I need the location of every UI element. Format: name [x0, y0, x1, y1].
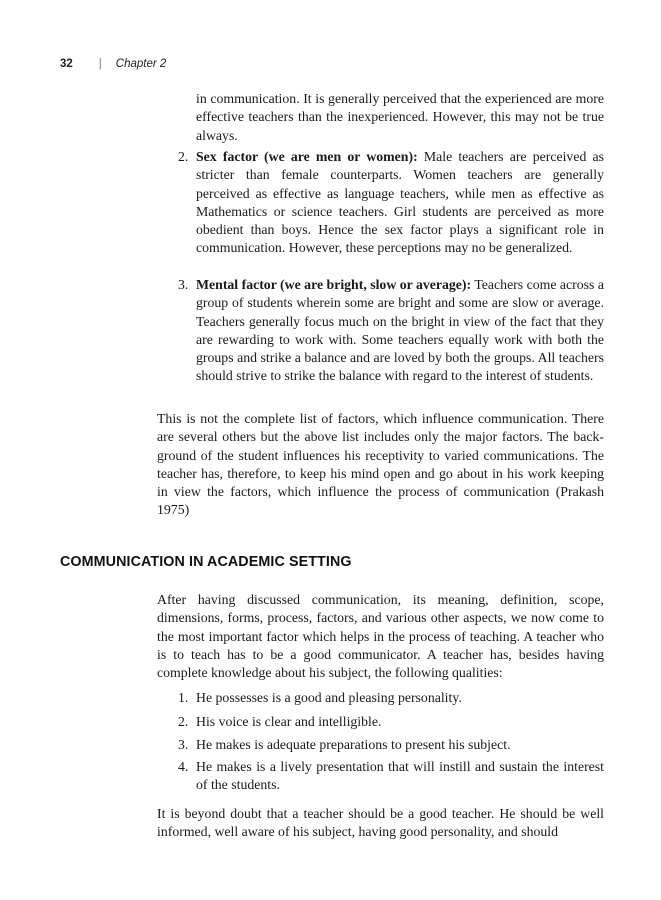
quality-text: He possesses is a good and pleasing personality. [196, 690, 462, 705]
quality-item [157, 689, 604, 707]
summary-paragraph: This is not the complete list of factors, which influence communication. There are several others but the above list includes only the major factors. The back-ground of the student influences his receptivity to varied communications. The teacher has, therefore, to keep his mind open and go about in his work keeping in view the factors, which influence the process of communication (Prakash 1975) [157, 411, 604, 518]
list-item-title: Mental factor (we are bright, slow or average): [196, 277, 472, 292]
quality-item [157, 758, 604, 795]
intro-paragraph: After having discussed communication, its meaning, definition, scope, dimensions, forms, process, factors, and various other aspects, we now come to the most important factor which helps in the process of teaching. A teacher who is to teach has to be a good communicator. A teacher has, besides having complete knowledge about his subject, the following qualities: [157, 592, 604, 681]
chapter-label: Chapter 2 [115, 58, 167, 70]
list-item-text [196, 148, 604, 258]
list-item-mental-factor [157, 276, 604, 386]
list-item-body: Male teachers are perceived as stricter than female counterparts. Women teachers are generally perceived as effective as language teachers, while men as effective as Mathematics or science teachers. Girl students are perceived as more obedient than boys. Hence the sex factor plays a significant role in communication. However, these perceptions may no be generalized. [196, 149, 604, 256]
header-separator: | [98, 58, 102, 70]
quality-text: His voice is clear and intelligible. [196, 714, 382, 729]
list-number: 4. [178, 759, 189, 774]
closing-paragraph: It is beyond doubt that a teacher should be a good teacher. He should be well informed, well aware of his subject, having good personality, and should [157, 806, 604, 840]
continuation-block [157, 90, 604, 145]
list-number: 2. [178, 149, 189, 164]
quality-text: He makes is adequate preparations to present his subject. [196, 737, 511, 752]
list-number: 2. [178, 714, 189, 729]
list-item-title: Sex factor (we are men or women): [196, 149, 418, 164]
list-number: 3. [178, 277, 189, 292]
quality-item [157, 736, 604, 754]
list-item-body: Teachers come across a group of students wherein some are bright and some are slow or average. Teachers generally focus much on the bright in view of the fact that they are rewarding to work with. Some teachers equally work with both the groups and strike a balance and are loved by both the groups. All teachers should strive to strike the balance with regard to the interest of students. [196, 277, 604, 384]
list-number: 1. [178, 690, 189, 705]
page-number: 32 [60, 58, 73, 70]
quality-item [157, 713, 604, 731]
list-item-text [196, 276, 604, 386]
running-header [60, 58, 166, 70]
list-item-sex-factor [157, 148, 604, 258]
section-heading: COMMUNICATION IN ACADEMIC SETTING [60, 554, 352, 570]
list-number: 3. [178, 737, 189, 752]
quality-text: He makes is a lively presentation that will instill and sustain the interest of the students. [196, 759, 604, 793]
continuation-text: in communication. It is generally perceived that the experienced are more effective teachers than the inexperienced. However, this may not be true always. [196, 91, 604, 143]
